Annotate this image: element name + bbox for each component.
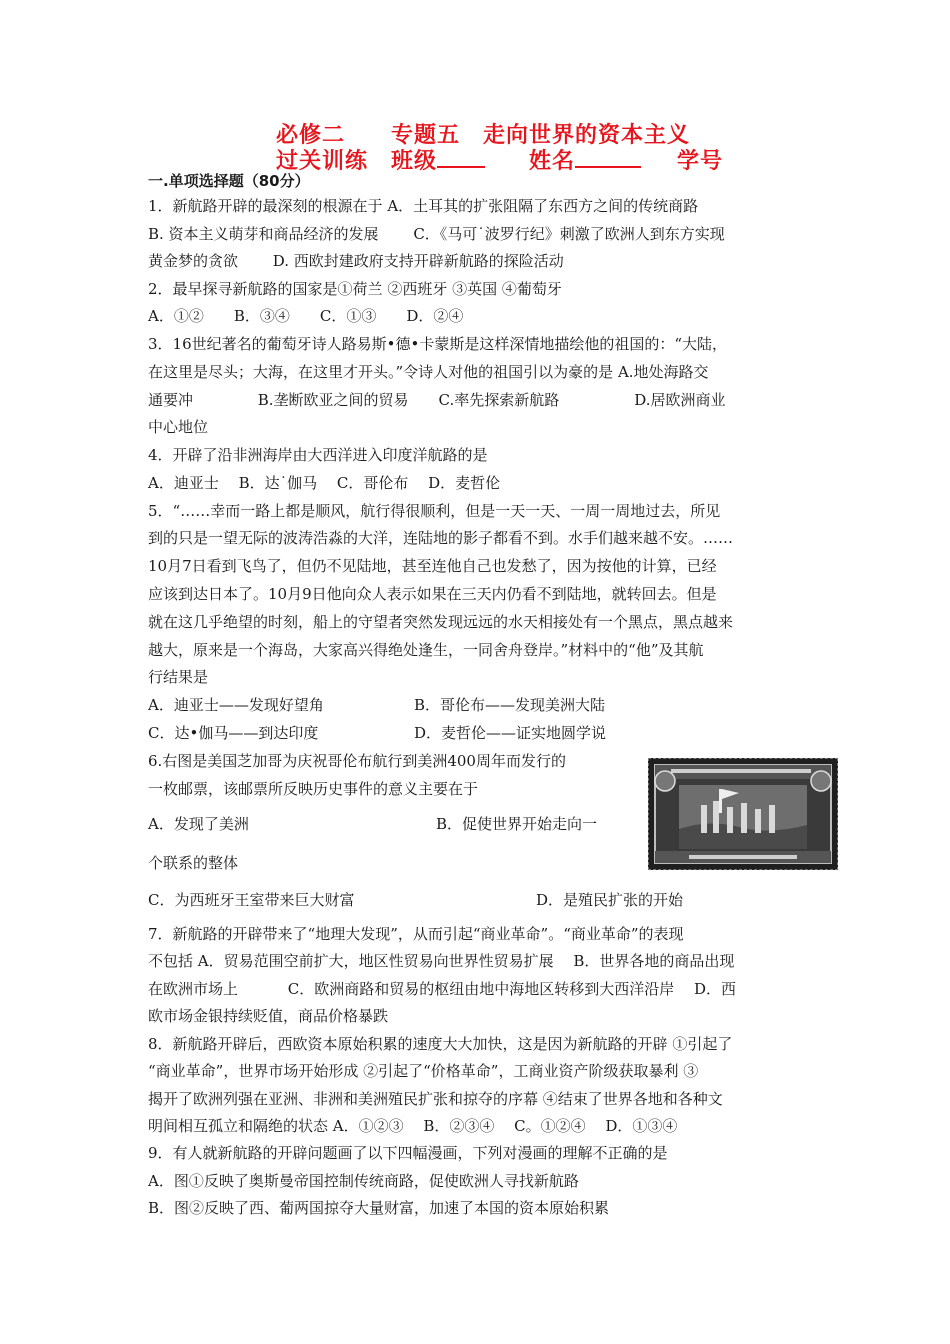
section-heading: 一.单项选择题（80分） [148, 172, 310, 190]
q6-line: 一枚邮票，该邮票所反映历史事件的意义主要在于 [148, 780, 479, 798]
q6-line: 6.右图是美国芝加哥为庆祝哥伦布航行到美洲400周年而发行的 [148, 752, 566, 770]
text-line: 3．16世纪著名的葡萄牙诗人路易斯•德•卡蒙斯是这样深情地描绘他的祖国的：“大陆， [148, 335, 727, 353]
text-line: 应该到达日本了。10月9日他向众人表示如果在三天内仍看不到陆地，就转回去。但是 [148, 585, 717, 603]
q6-option-d: D．是殖民扩张的开始 [536, 891, 684, 909]
text-line: 就在这几乎绝望的时刻，船上的守望者突然发现远远的水天相接处有一个黑点，黑点越来 [148, 613, 734, 631]
text-line: 不包括 A．贸易范围空前扩大，地区性贸易向世界性贸易扩展 B．世界各地的商品出现 [148, 952, 735, 970]
text-line: B. 资本主义萌芽和商品经济的发展 C．《马可˙波罗行纪》刺激了欧洲人到东方实现 [148, 225, 725, 243]
text-line: 在欧洲市场上 C．欧洲商路和贸易的枢纽由地中海地区转移到大西洋沿岸 D．西 [148, 980, 737, 998]
text-line: 在这里是尽头；大海，在这里才开头。”令诗人对他的祖国引以为豪的是 A.地处海路交 [148, 363, 709, 381]
q6-option-a: A．发现了美洲 [148, 815, 249, 833]
text-line: 9．有人就新航路的开辟问题画了以下四幅漫画，下列对漫画的理解不正确的是 [148, 1144, 668, 1162]
text-line: 欧市场金银持续贬值，商品价格暴跌 [148, 1007, 389, 1025]
q6-option-b: B．促使世界开始走向一 [436, 815, 598, 833]
subtitle-class-label: 过关训练 班级 [276, 149, 438, 174]
text-line: 中心地位 [148, 418, 209, 436]
text-line: 到的只是一望无际的波涛浩淼的大洋，连陆地的影子都看不到。水手们越来越不安。…… [148, 529, 734, 547]
text-line: 行结果是 [148, 668, 209, 686]
text-line: 4．开辟了沿非洲海岸由大西洋进入印度洋航路的是 [148, 446, 488, 464]
text-line: A．迪亚士 B．达˙伽马 C．哥伦布 D．麦哲伦 [148, 474, 501, 492]
text-line: 揭开了欧洲列强在亚洲、非洲和美洲殖民扩张和掠夺的序幕 ④结束了世界各地和各种文 [148, 1090, 723, 1108]
q5-option-d: D．麦哲伦——证实地圆学说 [414, 724, 607, 742]
text-line: 7．新航路的开辟带来了“地理大发现”，从而引起“商业革命”。“商业革命”的表现 [148, 925, 684, 943]
q6-option-c: C．为西班牙王室带来巨大财富 [148, 891, 355, 909]
q5-option-a: A．迪亚士——发现好望角 [148, 696, 324, 714]
columbus-stamp-image [648, 758, 838, 870]
text-line: 8．新航路开辟后，西欧资本原始积累的速度大大加快，这是因为新航路的开辟 ①引起了 [148, 1035, 733, 1053]
subtitle-name-label: 姓名 [529, 149, 576, 174]
text-line: 10月7日看到飞鸟了，但仍不见陆地，甚至连他自己也发愁了，因为按他的计算，已经 [148, 557, 717, 575]
text-line: A．①② B．③④ C．①③ D．②④ [148, 307, 464, 325]
q6-line: 个联系的整体 [148, 854, 239, 872]
document-subtitle [276, 144, 723, 175]
class-blank [437, 148, 485, 168]
text-line: 黄金梦的贪欲 D. 西欧封建政府支持开辟新航路的探险活动 [148, 252, 564, 270]
text-line: 5．“……幸而一路上都是顺风，航行得很顺利，但是一天一天、一周一周地过去，所见 [148, 502, 721, 520]
name-blank [575, 148, 641, 168]
q5-option-c: C．达•伽马——到达印度 [148, 724, 319, 742]
text-line: 2．最早探寻新航路的国家是①荷兰 ②西班牙 ③英国 ④葡萄牙 [148, 280, 562, 298]
document-title: 必修二 专题五 走向世界的资本主义 [276, 123, 691, 148]
text-line: “商业革命”，世界市场开始形成 ②引起了“价格革命”，工商业资产阶级获取暴利 ③ [148, 1062, 699, 1080]
text-line: 通要冲 B.垄断欧亚之间的贸易 C.率先探索新航路 D.居欧洲商业 [148, 391, 726, 409]
text-line: 1．新航路开辟的最深刻的根源在于 A．土耳其的扩张阻隔了东西方之间的传统商路 [148, 197, 699, 215]
stamp-illustration [649, 759, 837, 869]
text-line: 越大，原来是一个海岛，大家高兴得绝处逢生，一同舍舟登岸。”材料中的“他”及其航 [148, 641, 704, 659]
text-line: A．图①反映了奥斯曼帝国控制传统商路，促使欧洲人寻找新航路 [148, 1172, 579, 1190]
q5-option-b: B．哥伦布——发现美洲大陆 [414, 696, 606, 714]
text-line: 明间相互孤立和隔绝的状态 A．①②③ B．②③④ C。①②④ D．①③④ [148, 1117, 678, 1135]
text-line: B．图②反映了西、葡两国掠夺大量财富，加速了本国的资本原始积累 [148, 1199, 610, 1217]
subtitle-number-label: 学号 [677, 149, 724, 174]
